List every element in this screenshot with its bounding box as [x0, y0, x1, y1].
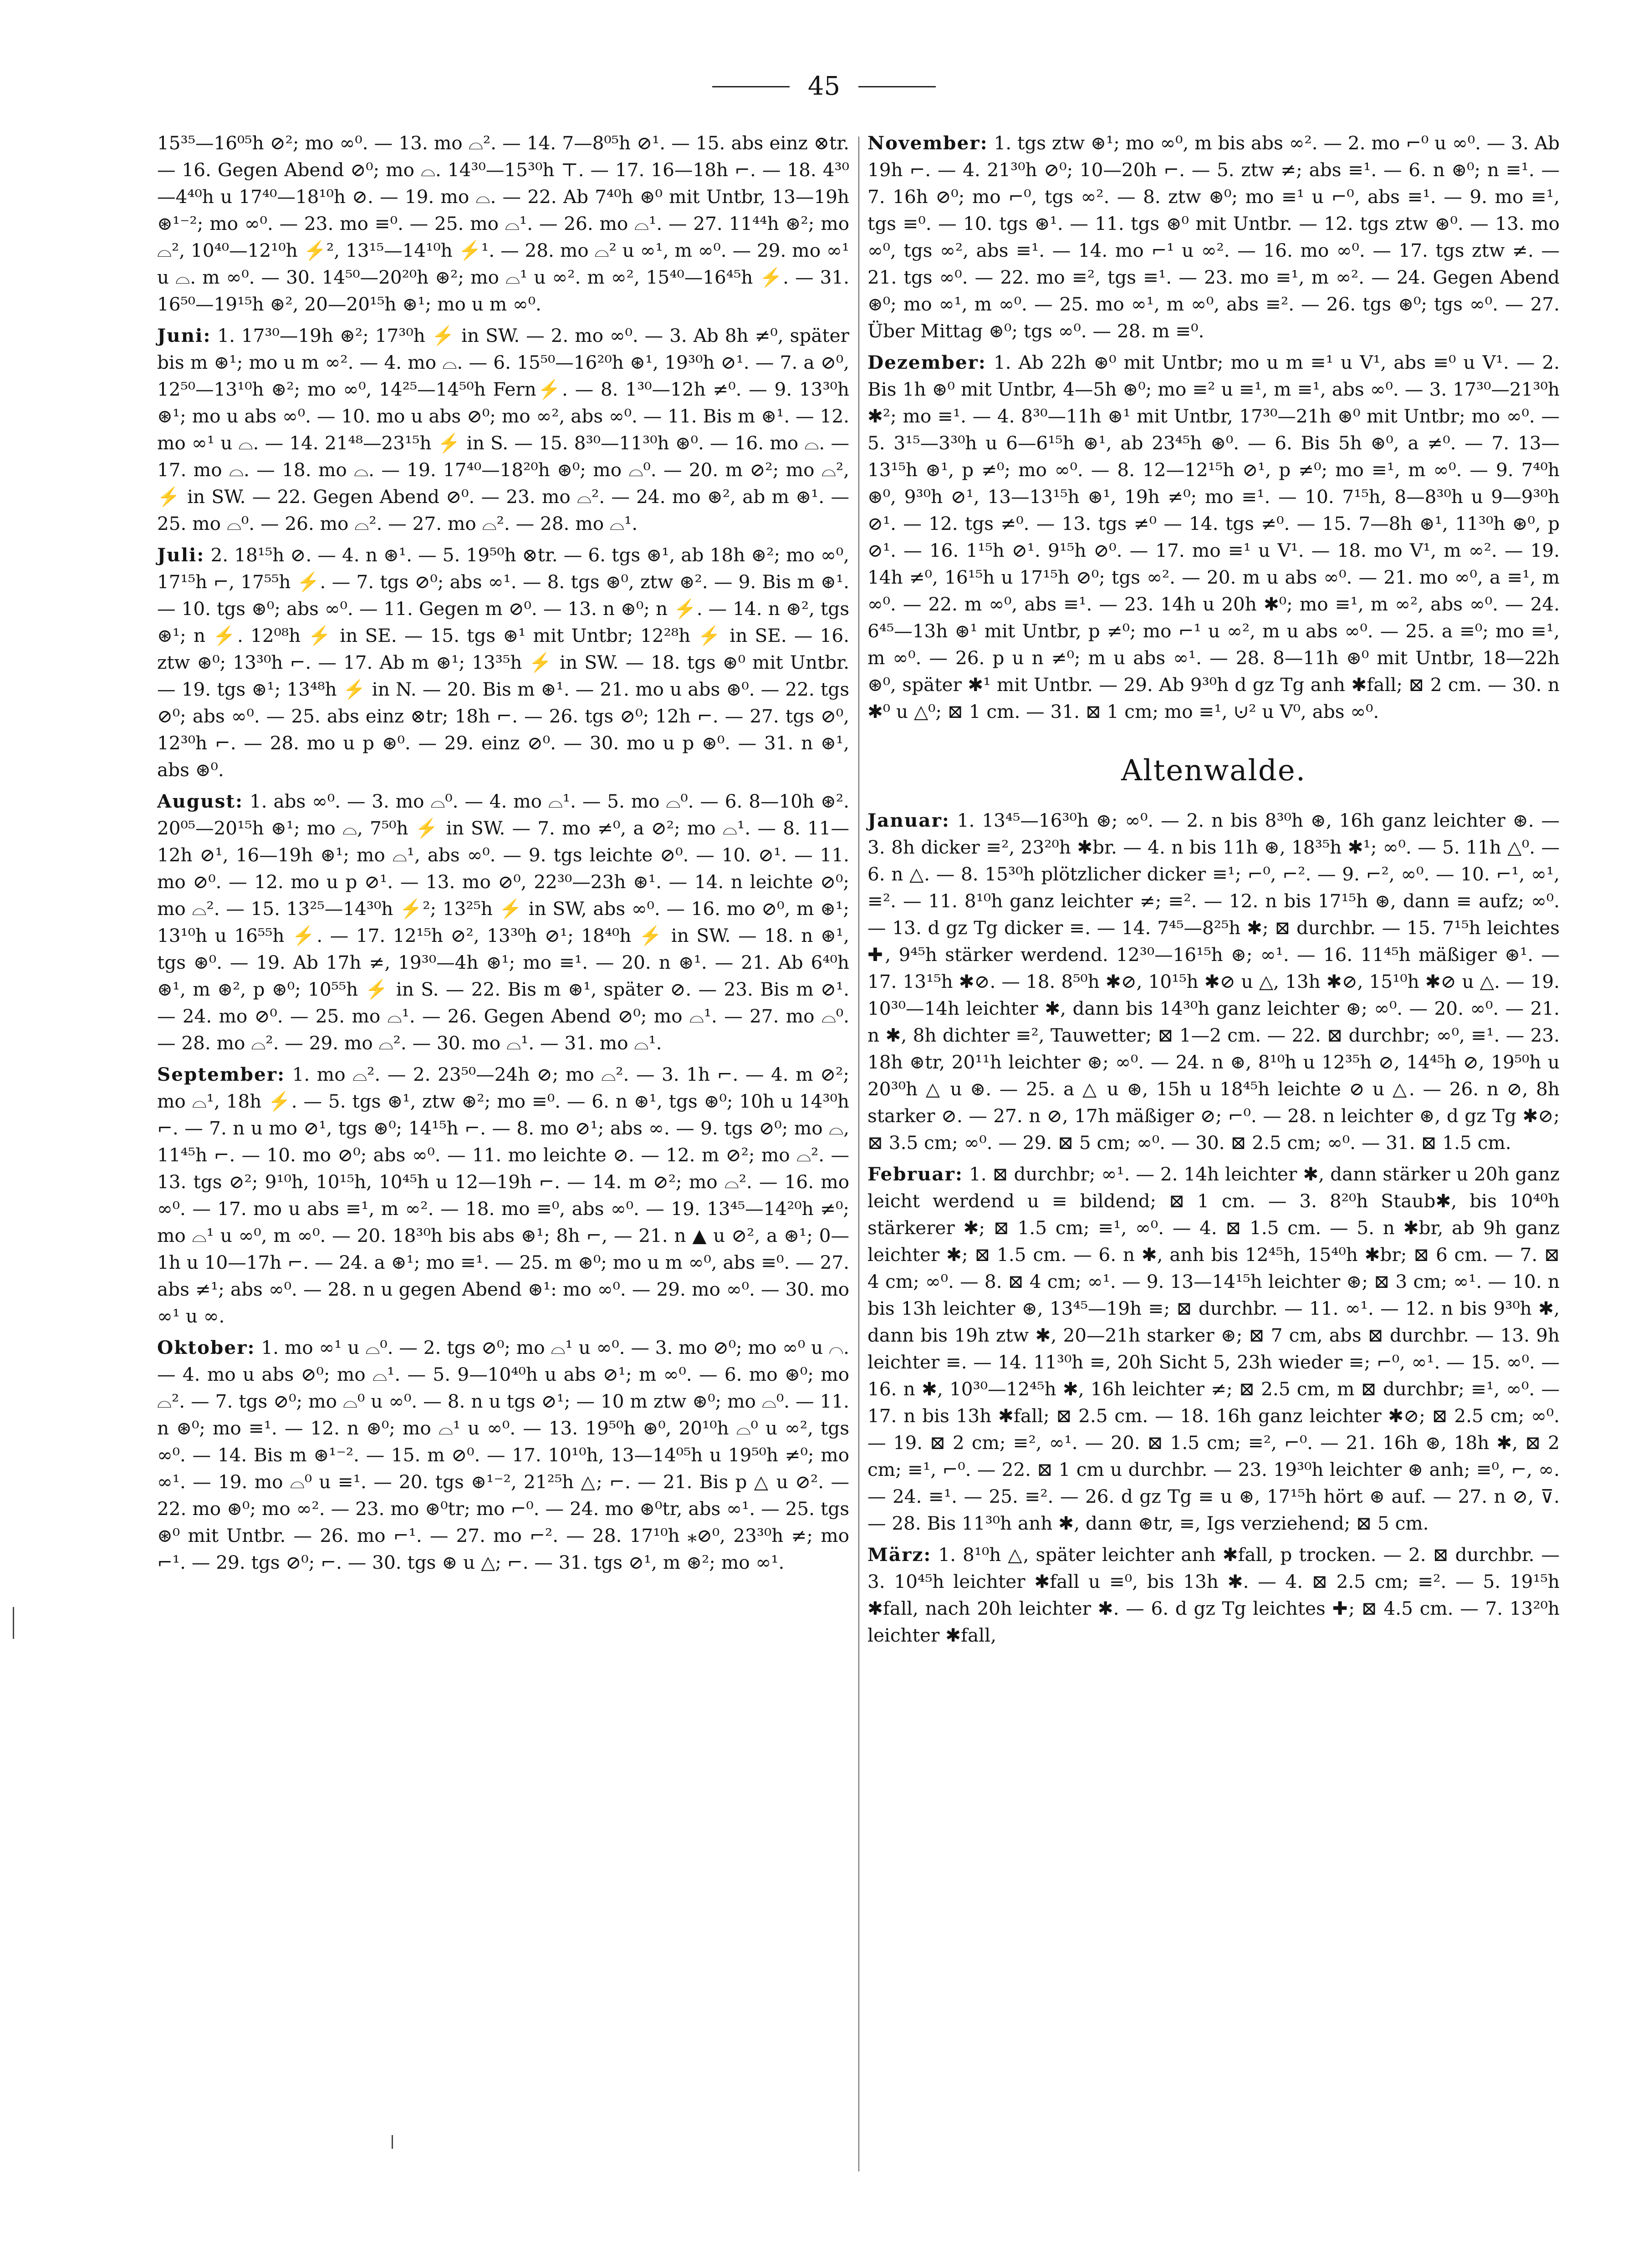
month-heading: Dezember:: [867, 351, 986, 373]
scan-margin-mark: [392, 2135, 393, 2149]
month-heading: August:: [157, 790, 244, 812]
month-heading: Oktober:: [157, 1337, 255, 1358]
header-rule-left: [712, 86, 790, 87]
month-heading: Februar:: [867, 1163, 963, 1185]
station-entry-maerz: [867, 1541, 1560, 1649]
right-column: [867, 130, 1560, 1653]
column-divider: [858, 137, 859, 2171]
left-entry-august: [157, 788, 849, 1057]
header-rule-right: [858, 86, 936, 87]
month-heading: März:: [867, 1544, 932, 1566]
month-text: 1. Ab 22h ⊛⁰ mit Untbr; mo u m ≡¹ u V¹, abs ≡⁰ u V¹. — 2. Bis 1h ⊛⁰ mit Untbr, 4—5h ⊛⁰; mo ≡² u ≡¹, m ≡¹, abs ∞⁰. — 3. 17³⁰—21³⁰h ✱²; mo ≡¹. — 4. 8³⁰—11h ⊛¹ mit Untbr, 17³⁰—21h ⊛⁰ mit Untbr; mo ∞⁰. — 5. 3¹⁵—3³⁰h u 6—6¹⁵h ⊛¹, ab 23⁴⁵h ⊛⁰. — 6. Bis 5h ⊛⁰, a ≠⁰. — 7. 13—13¹⁵h ⊛¹, p ≠⁰; mo ∞⁰. — 8. 12—12¹⁵h ⊘¹, p ≠⁰; mo ≡¹, m ∞⁰. — 9. 7⁴⁰h ⊛⁰, 9³⁰h ⊘¹, 13—13¹⁵h ⊛¹, 19h ≠⁰; mo ≡¹. — 10. 7¹⁵h, 8—8³⁰h u 9—9³⁰h ⊘¹. — 12. tgs ≠⁰. — 13. tgs ≠⁰ — 14. tgs ≠⁰. — 15. 7—8h ⊛¹, 11³⁰h ⊛⁰, p ⊘¹. — 16. 1¹⁵h ⊘¹. 9¹⁵h ⊘⁰. — 17. mo ≡¹ u V¹. — 18. mo V¹, m ∞². — 19. 14h ≠⁰, 16¹⁵h u 17¹⁵h ⊘⁰; tgs ∞². — 20. m u abs ∞⁰. — 21. mo ∞⁰, a ≡¹, m ∞⁰. — 22. m ∞⁰, abs ≡¹. — 23. 14h u 20h ✱⁰; mo ≡¹, m ∞², abs ∞⁰. — 24. 6⁴⁵—13h ⊛¹ mit Untbr, p ≠⁰; mo ⌐¹ u ∞², m u abs ∞⁰. — 25. a ≡⁰; mo ≡¹, m ∞⁰. — 26. p u n ≠⁰; m u abs ∞¹. — 28. 8—11h ⊛⁰ mit Untbr, 18—22h ⊛⁰, später ✱¹ mit Untbr. — 29. Ab 9³⁰h d gz Tg anh ✱fall; ⊠ 2 cm. — 30. n ✱⁰ u △⁰; ⊠ 1 cm. — 31. ⊠ 1 cm; mo ≡¹, ⊍² u V⁰, abs ∞⁰.: [867, 351, 1560, 722]
month-text: 1. mo ⌓². — 2. 23⁵⁰—24h ⊘; mo ⌓². — 3. 1h ⌐. — 4. m ⊘²; mo ⌓¹, 18h ⚡. — 5. tgs ⊛¹, ztw ⊛²; mo ≡⁰. — 6. n ⊛¹, tgs ⊛⁰; 10h u 14³⁰h ⌐. — 7. n u mo ⊘¹, tgs ⊛⁰; 14¹⁵h ⌐. — 8. mo ⊘¹; abs ∞. — 9. tgs ⊘⁰; mo ⌓, 11⁴⁵h ⌐. — 10. mo ⊘⁰; abs ∞⁰. — 11. mo leichte ⊘. — 12. m ⊘²; mo ⌓². — 13. tgs ⊘²; 9¹⁰h, 10¹⁵h, 10⁴⁵h u 12—19h ⌐. — 14. m ⊘²; mo ⌓². — 16. mo ∞⁰. — 17. mo u abs ≡¹, m ∞². — 18. mo ≡⁰, abs ∞⁰. — 19. 13⁴⁵—14²⁰h ≠⁰; mo ⌓¹ u ∞⁰, m ∞⁰. — 20. 18³⁰h bis abs ⊛¹; 8h ⌐, — 21. n ▲ u ⊘², a ⊛¹; 0—1h u 10—17h ⌐. — 24. a ⊛¹; mo ≡¹. — 25. m ⊛⁰; mo u m ∞⁰, abs ≡⁰. — 27. abs ≠¹; abs ∞⁰. — 28. n u gegen Abend ⊛¹: mo ∞⁰. — 29. mo ∞⁰. — 30. mo ∞¹ u ∞.: [157, 1063, 849, 1327]
month-text: 1. 13⁴⁵—16³⁰h ⊛; ∞⁰. — 2. n bis 8³⁰h ⊛, 16h ganz leichter ⊛. — 3. 8h dicker ≡², 23²⁰h ✱br. — 4. n bis 11h ⊛, 18³⁵h ✱¹; ∞⁰. — 5. 11h △⁰. — 6. n △. — 8. 15³⁰h plötzlicher dicker ≡¹; ⌐⁰, ⌐². — 9. ⌐², ∞⁰. — 10. ⌐¹, ∞¹, ≡². — 11. 8¹⁰h ganz leichter ≠; ≡². — 12. n bis 17¹⁵h ⊛, dann ≡ aufz; ∞⁰. — 13. d gz Tg dicker ≡. — 14. 7⁴⁵—8²⁵h ✱; ⊠ durchbr. — 15. 7¹⁵h leichtes ✚, 9⁴⁵h stärker werdend. 12³⁰—16¹⁵h ⊛; ∞¹. — 16. 11⁴⁵h mäßiger ⊛¹. — 17. 13¹⁵h ✱⊘. — 18. 8⁵⁰h ✱⊘, 10¹⁵h ✱⊘ u △, 13h ✱⊘, 15¹⁰h ✱⊘ u △. — 19. 10³⁰—14h leichter ✱, dann bis 14³⁰h ganz leichter ⊛; ∞⁰. — 20. ∞⁰. — 21. n ✱, 8h dichter ≡², Tauwetter; ⊠ 1—2 cm. — 22. ⊠ durchbr; ∞⁰, ≡¹. — 23. 18h ⊛tr, 20¹¹h leichter ⊛; ∞⁰. — 24. n ⊛, 8¹⁰h u 12³⁵h ⊘, 14⁴⁵h ⊘, 19⁵⁰h u 20³⁰h △ u ⊛. — 25. a △ u ⊛, 15h u 18⁴⁵h leichte ⊘ u △. — 26. n ⊘, 8h starker ⊘. — 27. n ⊘, 17h mäßiger ⊘; ⌐⁰. — 28. n leichter ⊛, d gz Tg ✱⊘; ⊠ 3.5 cm; ∞⁰. — 29. ⊠ 5 cm; ∞⁰. — 30. ⊠ 2.5 cm; ∞⁰. — 31. ⊠ 1.5 cm.: [867, 809, 1560, 1154]
month-text: 1. ⊠ durchbr; ∞¹. — 2. 14h leichter ✱, dann stärker u 20h ganz leicht werdend u ≡ bildend; ⊠ 1 cm. — 3. 8²⁰h Staub✱, bis 10⁴⁰h stärkerer ✱; ⊠ 1.5 cm; ≡¹, ∞⁰. — 4. ⊠ 1.5 cm. — 5. n ✱br, ab 9h ganz leichter ✱; ⊠ 1.5 cm. — 6. n ✱, anh bis 12⁴⁵h, 15⁴⁰h ✱br; ⊠ 6 cm. — 7. ⊠ 4 cm; ∞⁰. — 8. ⊠ 4 cm; ∞¹. — 9. 13—14¹⁵h leichter ⊛; ⊠ 3 cm; ∞¹. — 10. n bis 13h leichter ⊛, 13⁴⁵—19h ≡; ⊠ durchbr. — 11. ∞¹. — 12. n bis 9³⁰h ✱, dann bis 19h ztw ✱, 20—21h starker ⊛; ⊠ 7 cm, abs ⊠ durchbr. — 13. 9h leichter ≡. — 14. 11³⁰h ≡, 20h Sicht 5, 23h wieder ≡; ⌐⁰, ∞¹. — 15. ∞⁰. — 16. n ✱, 10³⁰—12⁴⁵h ✱, 16h leichter ≠; ⊠ 2.5 cm, m ⊠ durchbr; ≡¹, ∞⁰. — 17. n bis 13h ✱fall; ⊠ 2.5 cm. — 18. 16h ganz leichter ✱⊘; ⊠ 2.5 cm; ∞⁰. — 19. ⊠ 2 cm; ≡², ∞¹. — 20. ⊠ 1.5 cm; ≡², ⌐⁰. — 21. 16h ⊛, 18h ✱, ⊠ 2 cm; ≡¹, ⌐⁰. — 22. ⊠ 1 cm u durchbr. — 23. 19³⁰h leichter ⊛ anh; ≡⁰, ⌐, ∞. — 24. ≡¹. — 25. ≡². — 26. d gz Tg ≡ u ⊛, 17¹⁵h hört ⊛ auf. — 27. n ⊘, ⊽. — 28. Bis 11³⁰h anh ✱, dann ⊛tr, ≡, Igs verziehend; ⊠ 5 cm.: [867, 1163, 1560, 1534]
left-entry-may-continued: [157, 130, 849, 318]
month-text: 1. 8¹⁰h △, später leichter anh ✱fall, p trocken. — 2. ⊠ durchbr. — 3. 10⁴⁵h leichter ✱fall u ≡⁰, bis 13h ✱. — 4. ⊠ 2.5 cm; ≡². — 5. 19¹⁵h ✱fall, nach 20h leichter ✱. — 6. d gz Tg leichtes ✚; ⊠ 4.5 cm. — 7. 13²⁰h leichter ✱fall,: [867, 1544, 1560, 1646]
left-column: [157, 130, 849, 1581]
month-text: 1. 17³⁰—19h ⊛²; 17³⁰h ⚡ in SW. — 2. mo ∞⁰. — 3. Ab 8h ≠⁰, später bis m ⊛¹; mo u m ∞². — 4. mo ⌓. — 6. 15⁵⁰—16²⁰h ⊛¹, 19³⁰h ⊘¹. — 7. a ⊘⁰, 12⁵⁰—13¹⁰h ⊛²; mo ∞⁰, 14²⁵—14⁵⁰h Fern⚡. — 8. 1³⁰—12h ≠⁰. — 9. 13³⁰h ⊛¹; mo u abs ∞⁰. — 10. mo u abs ⊘⁰; mo ∞², abs ∞⁰. — 11. Bis m ⊛¹. — 12. mo ∞¹ u ⌓. — 14. 21⁴⁸—23¹⁵h ⚡ in S. — 15. 8³⁰—11³⁰h ⊛⁰. — 16. mo ⌓. — 17. mo ⌓. — 18. mo ⌓. — 19. 17⁴⁰—18²⁰h ⊛⁰; mo ⌓⁰. — 20. m ⊘²; mo ⌓², ⚡ in SW. — 22. Gegen Abend ⊘⁰. — 23. mo ⌓². — 24. mo ⊛², ab m ⊛¹. — 25. mo ⌓⁰. — 26. mo ⌓². — 27. mo ⌓². — 28. mo ⌓¹.: [157, 325, 849, 534]
right-entry-november: [867, 130, 1560, 345]
left-entry-juni: [157, 322, 849, 537]
page-number: 45: [807, 71, 841, 101]
month-heading: November:: [867, 132, 988, 154]
left-entry-september: [157, 1061, 849, 1330]
left-entry-juli: [157, 542, 849, 783]
station-entry-januar: [867, 807, 1560, 1156]
month-text: 1. tgs ztw ⊛¹; mo ∞⁰, m bis abs ∞². — 2. mo ⌐⁰ u ∞⁰. — 3. Ab 19h ⌐. — 4. 21³⁰h ⊘⁰; 10—20h ⌐. — 5. ztw ≠; abs ≡¹. — 6. n ⊛⁰; n ≡¹. — 7. 16h ⊘⁰; mo ⌐⁰, tgs ∞². — 8. ztw ⊛⁰; mo ≡¹ u ⌐⁰, abs ≡¹. — 9. mo ≡¹, tgs ≡⁰. — 10. tgs ⊛¹. — 11. tgs ⊛⁰ mit Untbr. — 12. tgs ztw ⊛⁰. — 13. mo ∞⁰, tgs ∞², abs ≡¹. — 14. mo ⌐¹ u ∞². — 16. mo ∞⁰. — 17. tgs ztw ≠. — 21. tgs ∞⁰. — 22. mo ≡², tgs ≡¹. — 23. mo ≡¹, m ∞². — 24. Gegen Abend ⊛⁰; mo ∞¹, m ∞⁰. — 25. mo ∞¹, m ∞⁰, abs ≡². — 26. tgs ⊛⁰; tgs ∞⁰. — 27. Über Mittag ⊛⁰; tgs ∞⁰. — 28. m ≡⁰.: [867, 132, 1560, 342]
month-heading: Juni:: [157, 325, 211, 346]
month-text: 1. mo ∞¹ u ⌓⁰. — 2. tgs ⊘⁰; mo ⌓¹ u ∞⁰. — 3. mo ⊘⁰; mo ∞⁰ u ⌒. — 4. mo u abs ⊘⁰; mo ⌓¹. — 5. 9—10⁴⁰h u abs ⊘¹; m ∞⁰. — 6. mo ⊛⁰; mo ⌓². — 7. tgs ⊘⁰; mo ⌓⁰ u ∞⁰. — 8. n u tgs ⊘¹; — 10 m ztw ⊛⁰; mo ⌓⁰. — 11. n ⊛⁰; mo ≡¹. — 12. n ⊛⁰; mo ⌓¹ u ∞⁰. — 13. 19⁵⁰h ⊛⁰, 20¹⁰h ⌓⁰ u ∞², tgs ∞⁰. — 14. Bis m ⊛¹⁻². — 15. m ⊘⁰. — 17. 10¹⁰h, 13—14⁰⁵h u 19⁵⁰h ≠⁰; mo ∞¹. — 19. mo ⌓⁰ u ≡¹. — 20. tgs ⊛¹⁻², 21²⁵h △; ⌐. — 21. Bis p △ u ⊘². — 22. mo ⊛⁰; mo ∞². — 23. mo ⊛⁰tr; mo ⌐⁰. — 24. mo ⊛⁰tr, abs ∞¹. — 25. tgs ⊛⁰ mit Untbr. — 26. mo ⌐¹. — 27. mo ⌐². — 28. 17¹⁰h ⁎⊘⁰, 23³⁰h ≠; mo ⌐¹. — 29. tgs ⊘⁰; ⌐. — 30. tgs ⊛ u △; ⌐. — 31. tgs ⊘¹, m ⊛²; mo ∞¹.: [157, 1337, 850, 1573]
scan-margin-mark: [13, 1607, 14, 1639]
station-heading: Altenwalde.: [1121, 754, 1306, 788]
left-entry-oktober: [157, 1334, 849, 1576]
month-text: 1. abs ∞⁰. — 3. mo ⌓⁰. — 4. mo ⌓¹. — 5. mo ⌓⁰. — 6. 8—10h ⊛². 20⁰⁵—20¹⁵h ⊛¹; mo ⌓, 7⁵⁰h ⚡ in SW. — 7. mo ≠⁰, a ⊘²; mo ⌓¹. — 8. 11—12h ⊘¹, 16—19h ⊛¹; mo ⌓¹, abs ∞⁰. — 9. tgs leichte ⊘⁰. — 10. ⊘¹. — 11. mo ⊘⁰. — 12. mo u p ⊘¹. — 13. mo ⊘⁰, 22³⁰—23h ⊛¹. — 14. n leichte ⊘⁰; mo ⌓². — 15. 13²⁵—14³⁰h ⚡²; 13²⁵h ⚡ in SW, abs ∞⁰. — 16. mo ⊘⁰, m ⊛¹; 13¹⁰h u 16⁵⁵h ⚡. — 17. 12¹⁵h ⊘², 13³⁰h ⊘¹; 18⁴⁰h ⚡ in SW. — 18. n ⊛¹, tgs ⊛⁰. — 19. Ab 17h ≠, 19³⁰—4h ⊛¹; mo ≡¹. — 20. n ⊛¹. — 21. Ab 6⁴⁰h ⊛¹, m ⊛², p ⊛⁰; 10⁵⁵h ⚡ in S. — 22. Bis m ⊛¹, später ⊘. — 23. Bis m ⊘¹. — 24. mo ⊘⁰. — 25. mo ⌓¹. — 26. Gegen Abend ⊘⁰; mo ⌓¹. — 27. mo ⌓⁰. — 28. mo ⌓². — 29. mo ⌓². — 30. mo ⌓¹. — 31. mo ⌓¹.: [157, 790, 849, 1054]
month-heading: Juli:: [157, 544, 205, 566]
station-entry-februar: [867, 1161, 1560, 1537]
month-heading: Januar:: [867, 809, 950, 831]
month-heading: September:: [157, 1063, 286, 1085]
page-header: [0, 68, 1648, 105]
month-text: 15³⁵—16⁰⁵h ⊘²; mo ∞⁰. — 13. mo ⌓². — 14. 7—8⁰⁵h ⊘¹. — 15. abs einz ⊗tr. — 16. Gegen Abend ⊘⁰; mo ⌓. 14³⁰—15³⁰h ⊤. — 17. 16—18h ⌐. — 18. 4³⁰—4⁴⁰h u 17⁴⁰—18¹⁰h ⊘. — 19. mo ⌓. — 22. Ab 7⁴⁰h ⊛⁰ mit Untbr, 13—19h ⊛¹⁻²; mo ∞⁰. — 23. mo ≡⁰. — 25. mo ⌓¹. — 26. mo ⌓¹. — 27. 11⁴⁴h ⊛²; mo ⌓², 10⁴⁰—12¹⁰h ⚡², 13¹⁵—14¹⁰h ⚡¹. — 28. mo ⌓² u ∞¹, m ∞⁰. — 29. mo ∞¹ u ⌓. m ∞⁰. — 30. 14⁵⁰—20²⁰h ⊛²; mo ⌓¹ u ∞². m ∞², 15⁴⁰—16⁴⁵h ⚡. — 31. 16⁵⁰—19¹⁵h ⊛², 20—20¹⁵h ⊛¹; mo u m ∞⁰.: [157, 132, 849, 315]
month-text: 2. 18¹⁵h ⊘. — 4. n ⊛¹. — 5. 19⁵⁰h ⊗tr. — 6. tgs ⊛¹, ab 18h ⊛²; mo ∞⁰, 17¹⁵h ⌐, 17⁵⁵h ⚡. — 7. tgs ⊘⁰; abs ∞¹. — 8. tgs ⊛⁰, ztw ⊛². — 9. Bis m ⊛¹. — 10. tgs ⊛⁰; abs ∞⁰. — 11. Gegen m ⊘⁰. — 13. n ⊛⁰; n ⚡. — 14. n ⊛², tgs ⊛¹; n ⚡. 12⁰⁸h ⚡ in SE. — 15. tgs ⊛¹ mit Untbr; 12²⁸h ⚡ in SE. — 16. ztw ⊛⁰; 13³⁰h ⌐. — 17. Ab m ⊛¹; 13³⁵h ⚡ in SW. — 18. tgs ⊛⁰ mit Untbr. — 19. tgs ⊛¹; 13⁴⁸h ⚡ in N. — 20. Bis m ⊛¹. — 21. mo u abs ⊛⁰. — 22. tgs ⊘⁰; abs ∞⁰. — 25. abs einz ⊗tr; 18h ⌐. — 26. tgs ⊘⁰; 12h ⌐. — 27. tgs ⊘⁰, 12³⁰h ⌐. — 28. mo u p ⊛⁰. — 29. einz ⊘⁰. — 30. mo u p ⊛⁰. — 31. n ⊛¹, abs ⊛⁰.: [157, 544, 849, 781]
right-entry-dezember: [867, 349, 1560, 725]
